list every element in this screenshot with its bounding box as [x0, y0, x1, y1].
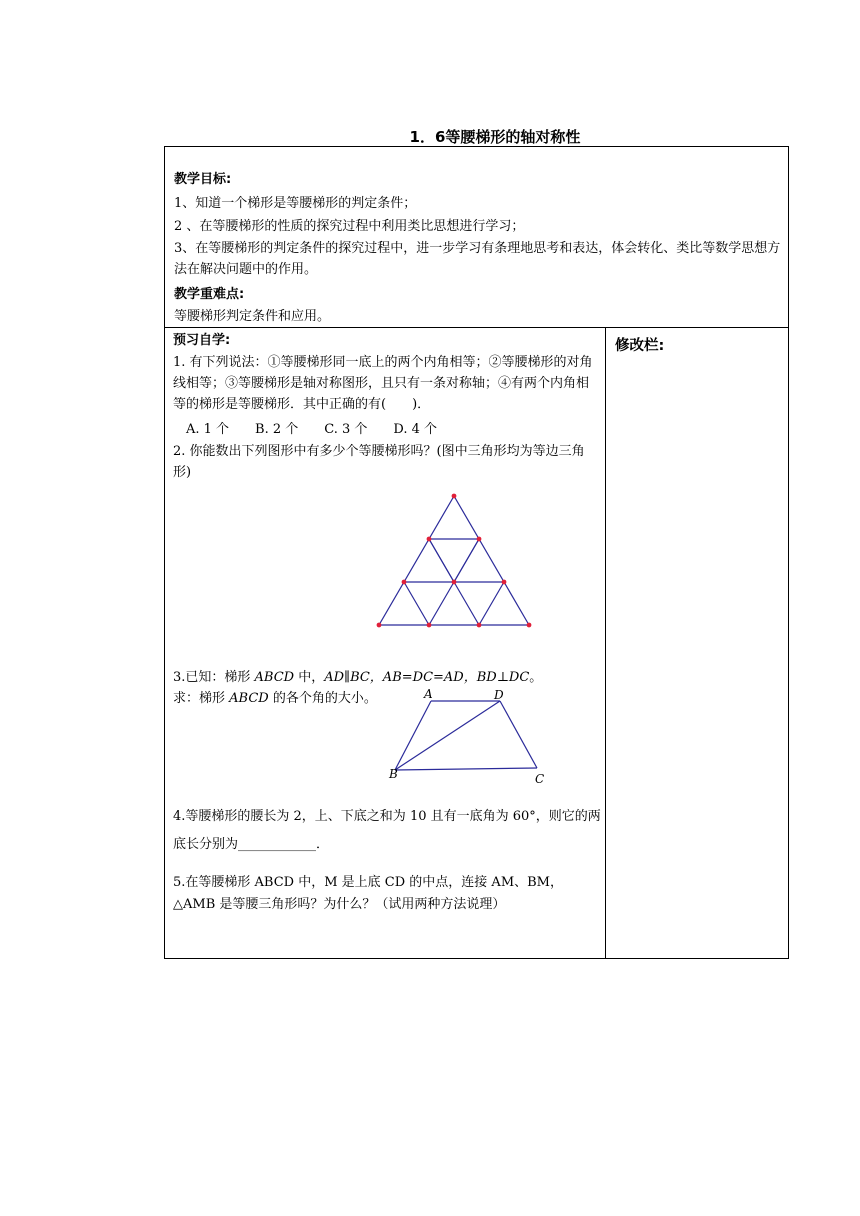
key-points-heading: 教学重难点: — [174, 287, 245, 302]
trapezoid-side-ab — [395, 701, 431, 770]
trapezoid-figure — [165, 328, 607, 960]
preview-heading: 预习自学: — [173, 333, 231, 348]
revision-heading: 修改栏: — [615, 338, 665, 354]
page-title: 1．6等腰梯形的轴对称性 — [409, 128, 581, 146]
question-2: 2. 你能数出下列图形中有多少个等腰梯形吗？(图中三角形均为等边三角形) — [173, 444, 585, 480]
objective-item-1: 1、知道一个梯形是等腰梯形的判定条件； — [174, 196, 417, 211]
key-points-text: 等腰梯形判定条件和应用。 — [174, 309, 331, 324]
trapezoid-side-dc — [500, 701, 537, 768]
trapezoid-side-bc — [395, 768, 537, 770]
objectives-section — [164, 146, 789, 328]
question-1: 1. 有下列说法：①等腰梯形同一底上的两个内角相等；②等腰梯形的对角线相等；③等腰梯形是轴对称图形，且只有一条对称轴；④有两个内角相等的梯形是等腰梯形．其中正确的有( )． — [173, 355, 593, 412]
objective-item-3: 3、在等腰梯形的判定条件的探究过程中，进一步学习有条理地思考和表达，体会转化、类比等数学思想方法在解决问题中的作用。 — [174, 241, 781, 277]
label-a: A — [424, 687, 433, 701]
preview-section — [164, 327, 606, 959]
question-1-options: A. 1 个 B. 2 个 C. 3 个 D. 4 个 — [173, 422, 438, 437]
question-3-ask: 求：梯形 ABCD 的各个角的大小。 — [173, 691, 377, 706]
revision-column — [605, 327, 789, 959]
question-4: 4.等腰梯形的腰长为 2，上、下底之和为 10 且有一底角为 60°，则它的两底长分别为____________． — [173, 809, 601, 852]
label-d: D — [494, 688, 504, 702]
label-b: B — [389, 767, 398, 781]
trapezoid-diagonal-bd — [395, 701, 500, 770]
objective-item-2: 2 、在等腰梯形的性质的探究过程中利用类比思想进行学习； — [174, 219, 525, 234]
label-c: C — [535, 772, 545, 786]
question-3-given: 3.已知：梯形 ABCD 中，AD∥BC，AB=DC=AD，BD⊥DC。 — [173, 670, 543, 685]
objectives-heading: 教学目标: — [174, 172, 232, 187]
question-5: 5.在等腰梯形 ABCD 中，M 是上底 CD 的中点，连接 AM、BM，△AMB 是等腰三角形吗？为什么？（试用两种方法说理） — [173, 875, 563, 912]
